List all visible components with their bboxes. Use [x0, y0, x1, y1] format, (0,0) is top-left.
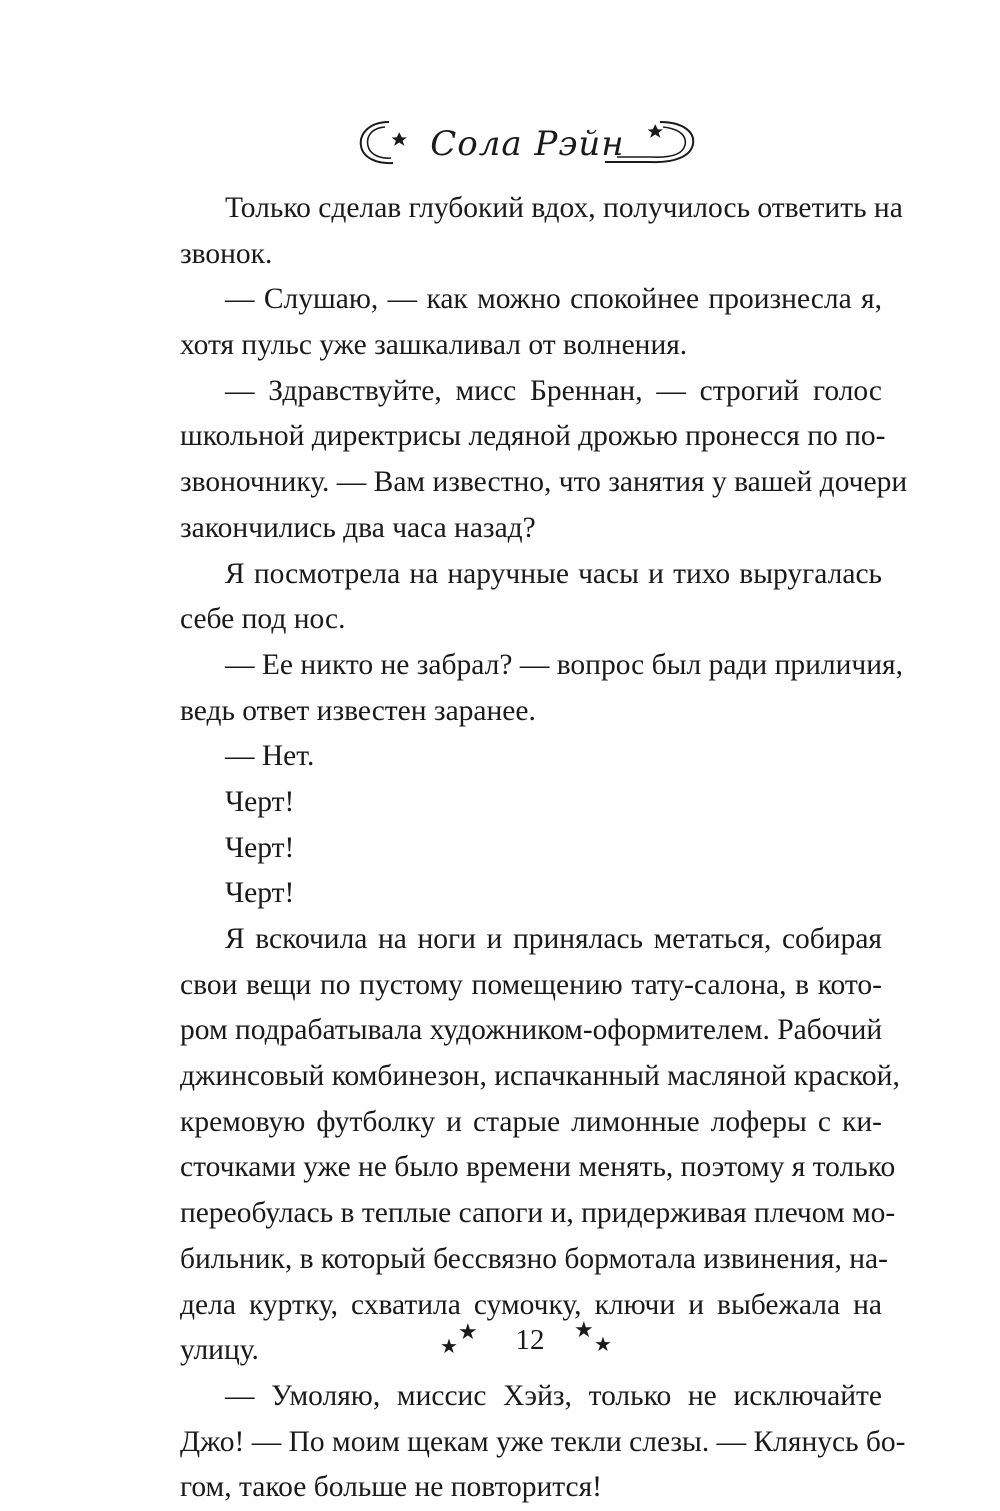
text-line: звонок.: [180, 237, 273, 270]
page-number: 12: [515, 1324, 545, 1356]
text-line: закончились два часа назад?: [180, 511, 536, 544]
text-line: сточками уже не было времени менять, поэтому я только: [180, 1151, 896, 1184]
text-line: себе под нос.: [180, 603, 346, 636]
text-line: ведь ответ известен заранее.: [180, 694, 536, 727]
text-line: Только сделав глубокий вдох, получилось ответить на: [225, 192, 903, 224]
star-icon: ★: [574, 1318, 594, 1343]
text-line: улицу.: [180, 1334, 259, 1367]
text-line: гом, такое больше не повторится!: [180, 1471, 602, 1504]
body-text: [180, 186, 908, 1511]
text-line: Черт!: [225, 831, 295, 864]
page-footer: [430, 1316, 630, 1366]
text-line: — Слушаю, — как можно спокойнее произнесла я,: [225, 283, 882, 316]
text-line: Черт!: [225, 877, 295, 910]
text-line: переобулась в теплые сапоги и, придерживая плечом мо-: [180, 1197, 896, 1230]
author-name: Сола Рэйн: [430, 124, 625, 164]
text-line: Я вскочила на ноги и принялась метаться, собирая: [225, 923, 882, 955]
text-line: Черт!: [225, 785, 295, 818]
text-line: — Нет.: [225, 740, 315, 773]
star-icon: ★: [440, 1334, 458, 1358]
text-line: хотя пульс уже зашкаливал от волнения.: [180, 329, 688, 362]
running-header: [355, 108, 700, 178]
text-line: кремовую футболку и старые лимонные лоферы с ки-: [180, 1105, 882, 1138]
star-icon: ★: [594, 1332, 612, 1356]
text-line: — Ее никто не забрал? — вопрос был ради приличия,: [225, 648, 903, 681]
text-line: — Здравствуйте, мисс Бреннан, — строгий голос: [225, 374, 882, 407]
star-icon: ★: [458, 1320, 478, 1345]
text-line: свои вещи по пустому помещению тату-салона, в кото-: [180, 968, 882, 1001]
text-line: Джо! — По моим щекам уже текли слезы. — Клянусь бо-: [180, 1425, 906, 1458]
text-line: бильник, в который бессвязно бормотала извинения, на-: [180, 1242, 888, 1275]
text-line: звоночнику. — Вам известно, что занятия у вашей дочери: [180, 466, 908, 499]
text-line: школьной директрисы ледяной дрожью пронесся по по-: [180, 420, 886, 453]
text-line: Я посмотрела на наручные часы и тихо выругалась: [225, 557, 882, 590]
text-line: ром подрабатывала художником-оформителем. Рабочий: [180, 1014, 883, 1047]
text-line: дела куртку, схватила сумочку, ключи и выбежала на: [180, 1288, 882, 1321]
text-line: джинсовый комбинезон, испачканный масляной краской,: [180, 1060, 900, 1093]
text-line: — Умоляю, миссис Хэйз, только не исключайте: [225, 1379, 882, 1412]
